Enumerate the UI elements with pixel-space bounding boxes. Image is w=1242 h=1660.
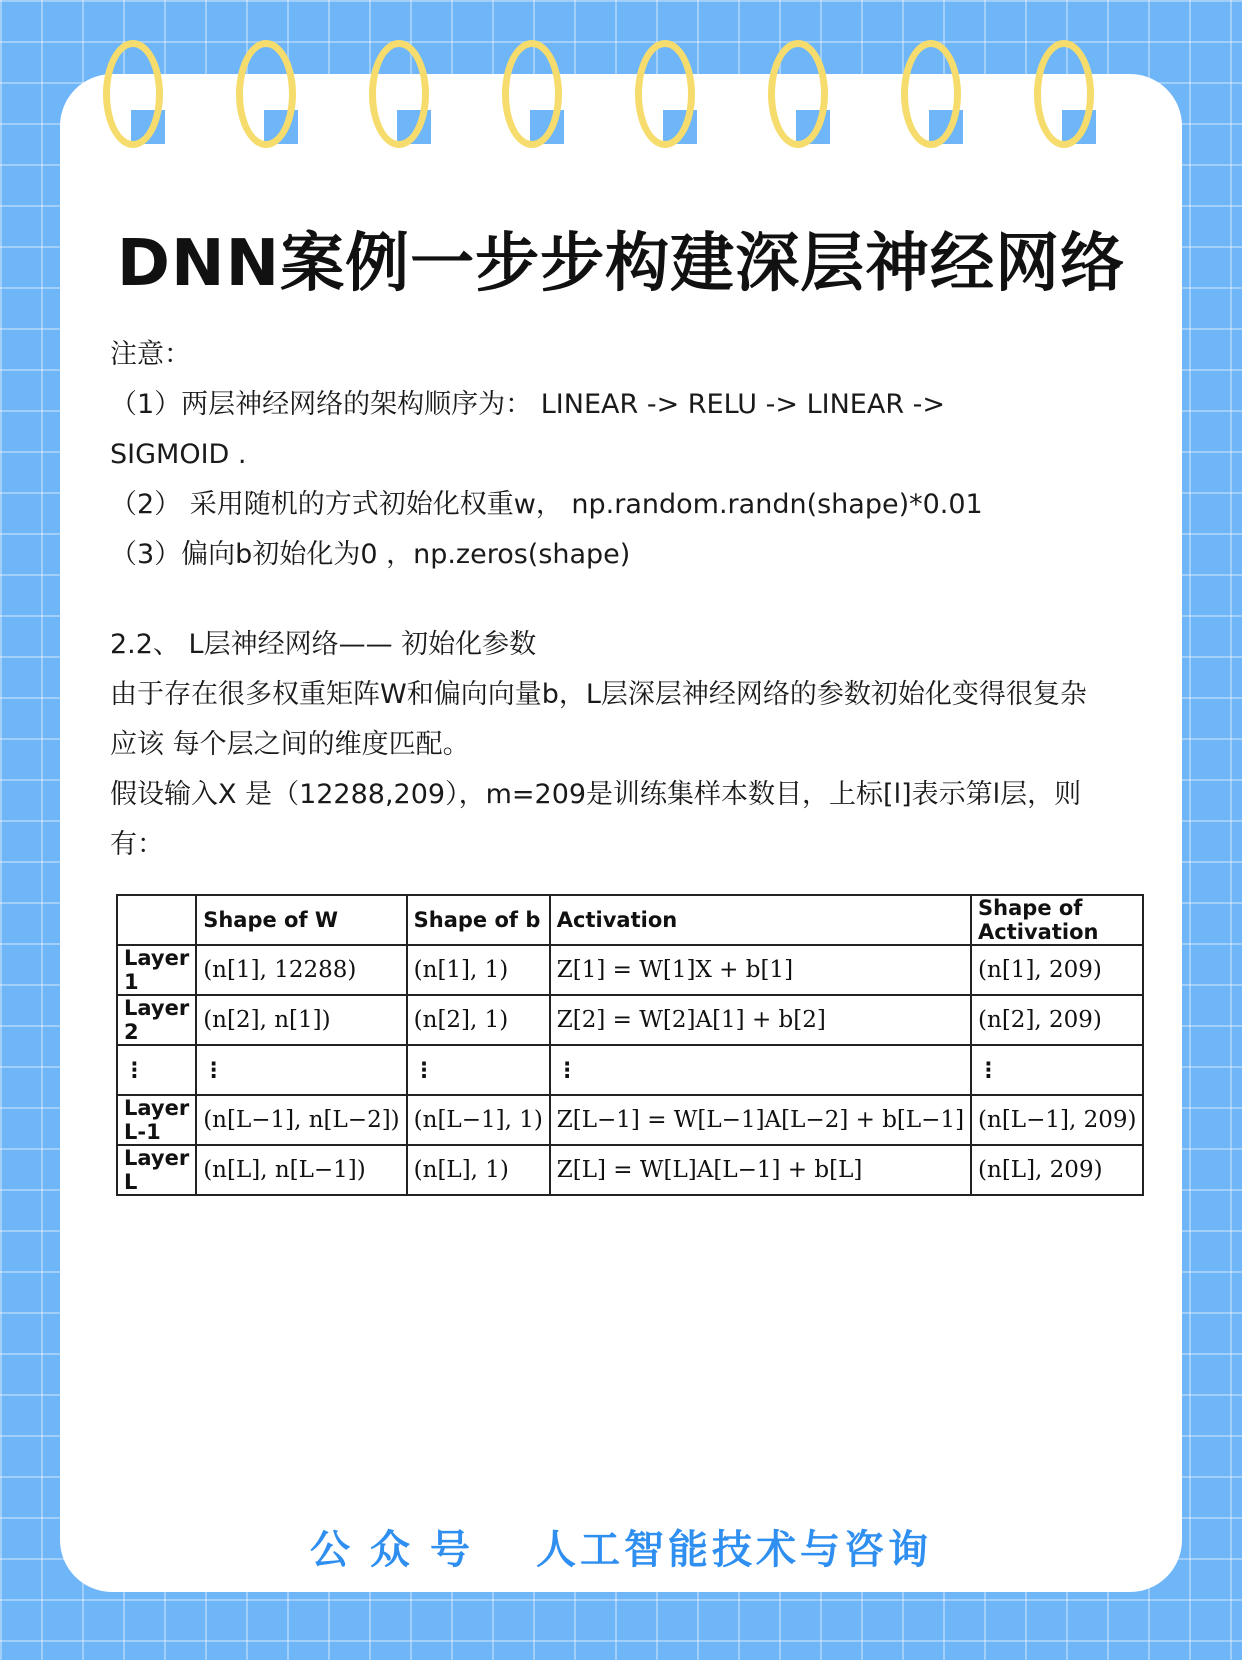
table-cell: ⋮ [550,1045,971,1095]
table-cell: Z[L] = W[L]A[L−1] + b[L] [550,1145,971,1195]
table-cell: Z[1] = W[1]X + b[1] [550,945,971,995]
paragraph-line: 应该 每个层之间的维度匹配。 [110,729,470,760]
table-cell: ⋮ [971,1045,1143,1095]
note-item-1-cont: SIGMOID . [110,439,247,470]
note-item-1: （1）两层神经网络的架构顺序为： LINEAR -> RELU -> LINEAR -> [110,389,946,420]
binder-ring [635,40,693,144]
binder-ring [901,40,959,144]
footer-label: 公 众 号 [310,1527,474,1573]
note-item-3: （3）偏向b初始化为0 ，np.zeros(shape) [110,539,631,570]
table-header-row [117,895,1143,945]
paragraph-line: 有： [110,829,164,860]
table-cell: (n[L−1], n[L−2]) [196,1095,406,1145]
table-cell: (n[L−1], 1) [407,1095,550,1145]
table-cell: (n[L], 209) [971,1145,1143,1195]
table-cell: ⋮ [196,1045,406,1095]
section-heading: 2.2、 L层神经网络—— 初始化参数 [110,629,537,660]
row-label: Layer L [117,1145,196,1195]
binder-ring [103,40,161,144]
table-cell: (n[1], 12288) [196,945,406,995]
table-header: Shape of Activation [971,895,1143,945]
binder-ring [502,40,560,144]
layer-shapes-table [116,894,1144,1196]
table-cell: ⋮ [117,1045,196,1095]
table-cell: (n[1], 209) [971,945,1143,995]
table-cell: (n[2], 209) [971,995,1143,1045]
table-row [117,995,1143,1045]
note-item-2: （2） 采用随机的方式初始化权重w， np.random.randn(shape)*0.01 [110,489,983,520]
table-header: Activation [550,895,971,945]
table-cell: (n[L−1], 209) [971,1095,1143,1145]
note-heading: 注意： [110,339,191,370]
table-header: Shape of b [407,895,550,945]
table-header: Shape of W [196,895,406,945]
table-cell: Z[2] = W[2]A[1] + b[2] [550,995,971,1045]
table-header-corner [117,895,196,945]
binder-ring [1034,40,1092,144]
table-row [117,1145,1143,1195]
table-row [117,1095,1143,1145]
paragraph-line: 假设输入X 是（12288,209），m=209是训练集样本数目，上标[l]表示第l层，则 [110,779,1082,810]
table-cell: ⋮ [407,1045,550,1095]
table-cell: (n[2], n[1]) [196,995,406,1045]
binder-ring [369,40,427,144]
body-text [110,330,1140,870]
table-row [117,945,1143,995]
row-label: Layer 2 [117,995,196,1045]
row-label: Layer 1 [117,945,196,995]
table-cell: Z[L−1] = W[L−1]A[L−2] + b[L−1] [550,1095,971,1145]
binder-ring [236,40,294,144]
table-cell: (n[1], 1) [407,945,550,995]
binder-ring [768,40,826,144]
table-cell: (n[2], 1) [407,995,550,1045]
table-cell: (n[L], n[L−1]) [196,1145,406,1195]
table-cell: (n[L], 1) [407,1145,550,1195]
footer-account [0,1518,1242,1575]
paragraph-line: 由于存在很多权重矩阵W和偏向向量b，L层深层神经网络的参数初始化变得很复杂 [110,679,1087,710]
row-label: Layer L-1 [117,1095,196,1145]
page-title: DNN案例一步步构建深层神经网络 [116,227,1126,301]
table-row-ellipsis [117,1045,1143,1095]
footer-account-name: 人工智能技术与咨询 [536,1527,932,1573]
